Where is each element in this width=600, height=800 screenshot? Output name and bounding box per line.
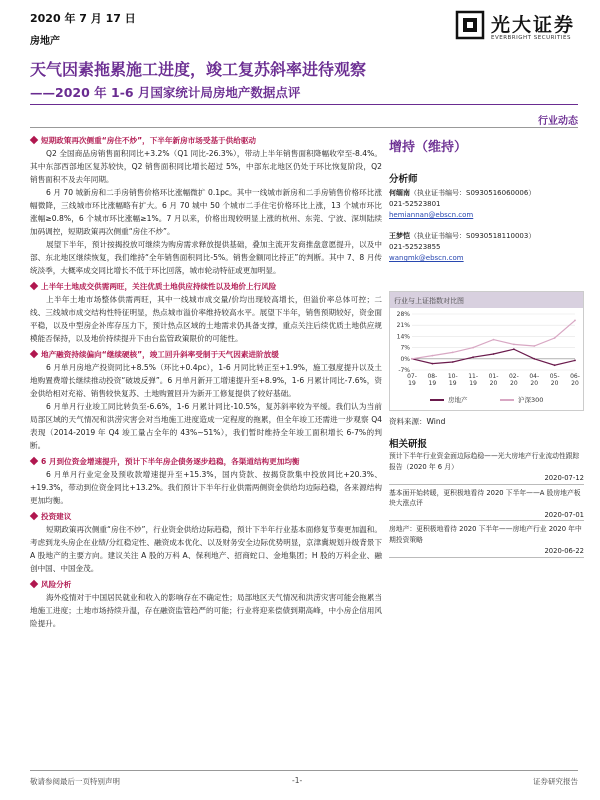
body-paragraph: 6 月单月行业竣工同比转负至-6.6%，1-6 月累计同比-10.5%，复苏斜率较为平缓。我们认为当前局部区域的天气情况和洪涝灾害会对当地施工进度造成一定程度的拖累，但全年竣工还需进一步观察 Q4 表现（2014-2019 年 Q4 竣工量占全年的 43%~51%），我们暂时维持全年竣工面积增长 6-7%的判断。	[30, 402, 382, 450]
y-tick-label: 21%	[396, 322, 410, 330]
related-heading: 相关研报	[389, 439, 428, 450]
title-divider	[30, 104, 578, 105]
related-reports-list	[389, 451, 584, 561]
data-point	[472, 356, 474, 358]
x-tick-label: 19	[408, 380, 416, 387]
diamond-bullet-icon	[30, 350, 38, 358]
related-report-link[interactable]: 基本面开始转暖，更积极地看待 2020 下半年——A 股房地产板块大涨点评	[389, 488, 581, 507]
analyst-email-link[interactable]: wangmk@ebscn.com	[389, 254, 464, 262]
analyst-card	[389, 231, 535, 264]
data-point	[493, 339, 495, 341]
x-tick-label: 08-	[427, 373, 438, 380]
footer-disclaimer: 敬请参阅最后一页特别声明	[30, 777, 120, 786]
data-point	[574, 360, 576, 362]
diamond-bullet-icon	[30, 457, 38, 465]
chart-title: 行业与上证指数对比图	[390, 292, 583, 308]
body-paragraph: 上半年土地市场整体供需两旺，其中一线城市成交量/价均出现较高增长，但溢价率总体可控；二线、三线城市成交结构性特征明显，热点城市溢价率维持较高水平。展望下半年，销售预期较好，资金面平稳，以及中型房企补库存压力下，预计热点区域的土地需求仍具备支撑，重点关注后续优质土地供应规模能否保持，以及地价持续提升下由台监管政策限价的可能性。	[30, 295, 382, 343]
analysts-heading: 分析师	[389, 174, 418, 185]
x-tick-label: 19	[469, 380, 477, 387]
x-tick-label: 20	[510, 380, 518, 387]
footer-divider	[30, 770, 578, 771]
data-point	[431, 363, 433, 365]
related-report-date: 2020-06-22	[389, 546, 584, 558]
chart-source: 资料来源：Wind	[389, 417, 446, 426]
data-point	[574, 320, 576, 322]
x-tick-label: 20	[530, 380, 539, 387]
x-tick-label: 06-	[570, 373, 580, 380]
report-body	[30, 131, 382, 630]
x-tick-label: 19	[448, 380, 457, 387]
analyst-name: 王梦恺	[389, 232, 410, 240]
analyst-email-link[interactable]: hemiannan@ebscn.com	[389, 211, 474, 219]
rating: 增持（维持）	[389, 140, 468, 155]
diamond-bullet-icon	[30, 580, 38, 588]
report-title: 天气因素拖累施工进度，竣工复苏斜率进待观察	[30, 60, 367, 79]
x-tick-label: 07-	[407, 373, 417, 380]
report-date: 2020 年 7 月 17 日	[30, 12, 136, 25]
company-logo	[455, 10, 585, 50]
data-point	[554, 337, 556, 339]
body-paragraph: 海外疫情对于中国居民就业和收入的影响存在不确定性；局部地区天气情况和洪涝灾害可能会拖累当地施工进度；土地市场持续升温，存在融资监管趋严的可能；行业将迎来偿债到期高峰，中小房企信用风险提升。	[30, 593, 382, 628]
section-heading: 6 月到位资金增速提升，预计下半年房企债务逐步趋稳，各渠道结构更加均衡	[30, 455, 382, 468]
sector-label: 房地产	[30, 36, 60, 47]
industry-tag: 行业动态	[538, 116, 578, 127]
logo-mark-icon	[455, 10, 485, 40]
analyst-card	[389, 188, 535, 221]
x-tick-label: 01-	[488, 373, 499, 380]
related-report-link[interactable]: 房地产：更积极地看待 2020 下半年——房地产行业 2020 年中期投资策略	[389, 525, 582, 544]
y-tick-label: 28%	[396, 311, 410, 318]
comparison-chart	[389, 291, 584, 411]
body-paragraph: 展望下半年，预计按揭投放可继续为购房需求释放提供基础，叠加主流开发商推盘意愿提升，以及中部、东北地区继续恢复，我们维持“全年销售面积同比-5%。销售金额同比持正”的判断。其中 7、8 月传统淡季，大概率成交同比增长不低于环比回落，城市轮动特征或更加明显。	[30, 240, 382, 275]
data-point	[411, 358, 413, 360]
report-subtitle: ——2020 年 1-6 月国家统计局房地产数据点评	[30, 85, 301, 100]
section-heading: 投资建议	[30, 510, 382, 523]
logo-subtitle: EVERBRIGHT SECURITIES	[491, 35, 571, 41]
related-report-date: 2020-07-01	[389, 510, 584, 522]
x-tick-label: 19	[428, 380, 437, 387]
data-point	[472, 347, 474, 349]
analyst-phone: 021-52523801	[389, 200, 441, 208]
page-number: -1-	[292, 776, 303, 785]
series-line	[412, 349, 575, 365]
footer-label: 证券研究报告	[533, 777, 578, 786]
body-paragraph: 短期政策再次侧重“房住不炒”，行业资金供给边际趋稳，预计下半年行业基本面修复节奏更加温和。考虑到龙头房企在业绩/分红稳定性、融资成本优化、以及财务安全边际优势明显，京津冀规划升级背景下 A 股地产的主要方向。建议关注 A 股的万科 A、保利地产、招商蛇口、金地集团；H 股的万科企业、融创中国、中国金茂。	[30, 525, 382, 573]
diamond-bullet-icon	[30, 512, 38, 520]
data-point	[533, 358, 535, 360]
x-tick-label: 20	[550, 380, 559, 387]
diamond-bullet-icon	[30, 136, 38, 144]
data-point	[513, 344, 515, 346]
section-heading: 风险分析	[30, 578, 382, 591]
legend-label: 沪深300	[518, 396, 544, 404]
x-tick-label: 20	[571, 380, 579, 387]
y-tick-label: 14%	[396, 333, 410, 341]
x-tick-label: 11-	[468, 373, 479, 380]
body-paragraph: 6 月单月房地产投资同比+8.5%（环比+0.4pc），1-6 月同比转正至+1.9%，施工强度提升以及土地购置费增长继续推动投资“破坡反弹”。6 月单月新开工增速提升至+8.9%，1-6 月累计同比-7.6%，资金供给相对充裕、销售较快复苏、土地购置回升为新开工修复提供了较好基础。	[30, 363, 382, 398]
data-point	[493, 353, 495, 355]
data-point	[533, 345, 535, 347]
diamond-bullet-icon	[30, 282, 38, 290]
body-paragraph: 6 月 70 城新房和二手房销售价格环比涨幅微扩 0.1pc。其中一线城市新房和二手房销售价格环比涨幅微降，三线城市环比涨幅略有扩大。6 月 70 城中 50 个城市二手住宅价格环比上涨，13 个城市环比涨幅≥0.8%，6 个城市环比涨幅≥1%。7 月以来，价格出现较明显上涨的杭州、东莞、宁波、深圳陆续加码调控，短期政策再次侧重“房住不炒”。	[30, 188, 382, 236]
related-report-link[interactable]: 预计下半年行业资金面边际趋稳——光大房地产行业流动性跟踪报告（2020 年 6 月）	[389, 452, 580, 471]
section-heading: 短期政策再次侧重“房住不炒”，下半年新房市场受基于供给驱动	[30, 134, 382, 147]
section-heading: 上半年土地成交供需两旺，关注优质土地供应持续性以及地价上行风险	[30, 280, 382, 293]
data-point	[452, 361, 454, 363]
analyst-phone: 021-52523855	[389, 243, 441, 251]
body-paragraph: 6 月单月行业定金及预收款增速提升至+15.3%，国内贷款、按揭贷款集中投放同比+20.3%、+19.3%，带动到位资金同比+13.2%。我们预计下半年行业供需两侧资金供给均边际趋稳，各来源结构更加均衡。	[30, 470, 382, 505]
analyst-cert: （执业证书编号：S0930516060006）	[410, 189, 536, 197]
analyst-name: 何缅南	[389, 189, 410, 197]
data-point	[513, 348, 515, 350]
x-tick-label: 04-	[529, 373, 540, 380]
section-heading: 地产融资持续偏向“继续硬核”，竣工回升斜率受制于天气因素进阶放缓	[30, 348, 382, 361]
data-point	[554, 364, 556, 366]
body-paragraph: Q2 全国商品房销售面积同比+3.2%（Q1 同比-26.3%），带动上半年销售面积降幅收窄至-8.4%。其中东部西部地区复苏较快，Q2 销售面积同比增长超过 5%，中部东北地区仍处于环比恢复阶段，Q2 销售面积不及去年同期。	[30, 149, 382, 184]
x-tick-label: 02-	[508, 373, 519, 380]
y-tick-label: 0%	[400, 355, 410, 363]
x-tick-label: 10-	[447, 373, 458, 380]
section-divider	[30, 127, 578, 128]
chart-plot	[390, 308, 583, 410]
x-tick-label: 20	[489, 380, 498, 387]
x-tick-label: 05-	[549, 373, 560, 380]
data-point	[431, 355, 433, 357]
y-tick-label: 7%	[400, 344, 410, 352]
y-tick-label: -7%	[398, 367, 410, 374]
analyst-cert: （执业证书编号：S0930518110003）	[410, 232, 536, 240]
logo-name: 光大证券	[491, 14, 576, 36]
legend-label: 房地产	[448, 396, 468, 404]
data-point	[452, 352, 454, 354]
related-report-date: 2020-07-12	[389, 473, 584, 485]
